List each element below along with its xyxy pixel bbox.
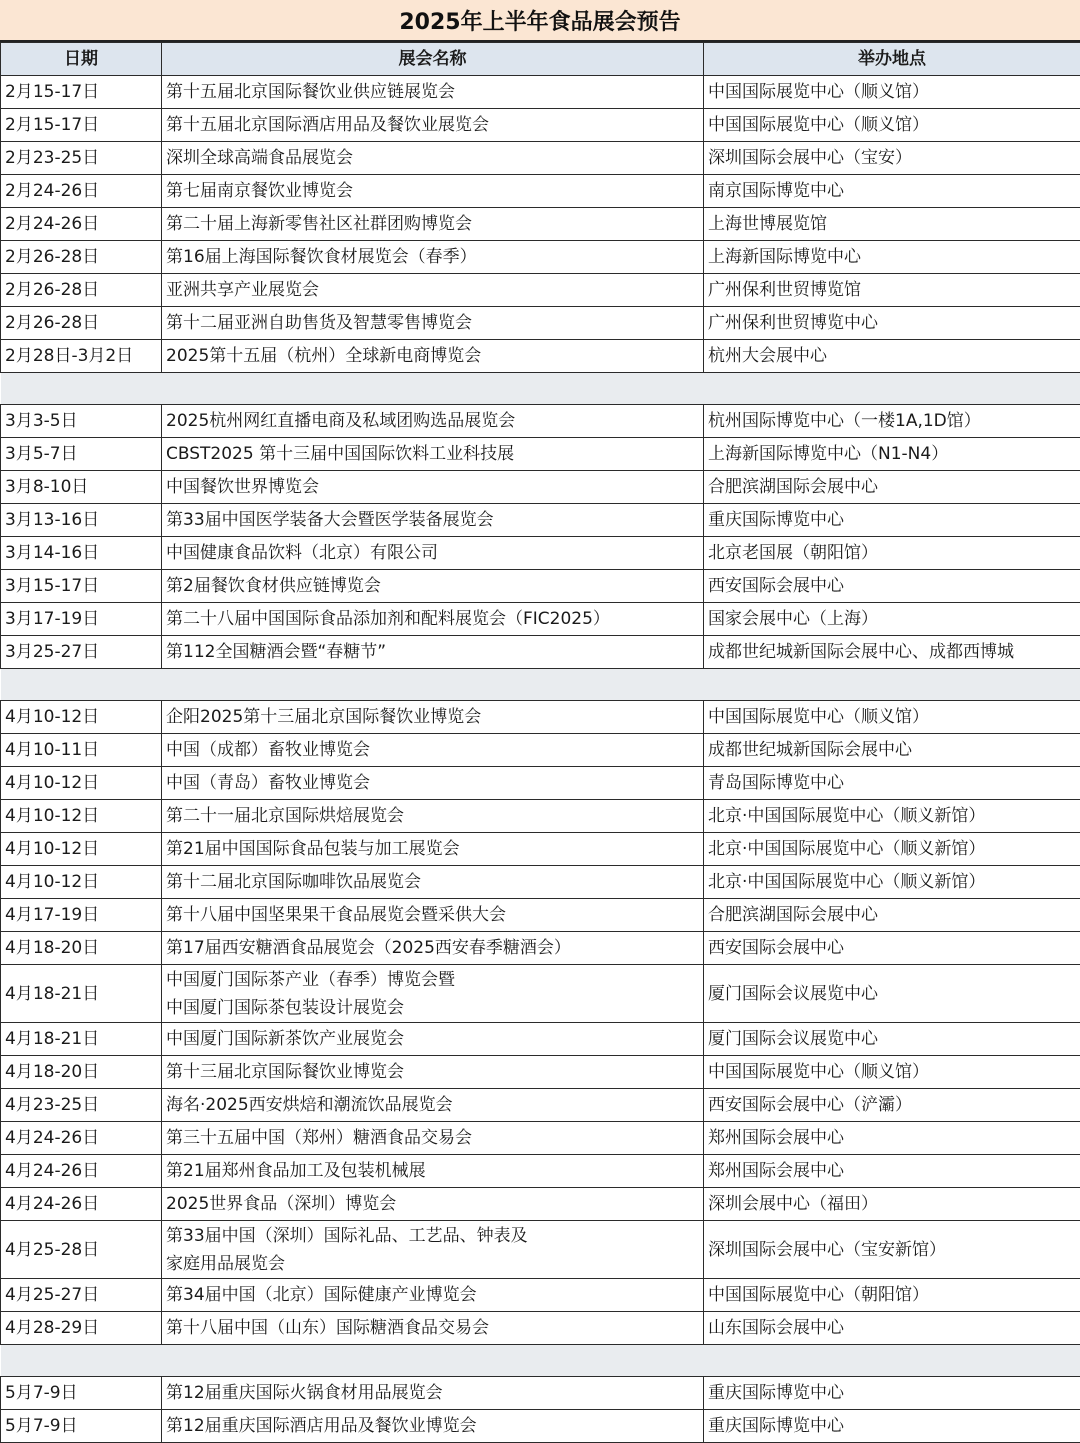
table-row bbox=[1, 866, 1080, 899]
cell-venue: 重庆国际博览中心 bbox=[704, 1377, 1080, 1410]
cell-venue: 青岛国际博览中心 bbox=[704, 767, 1080, 800]
cell-venue: 成都世纪城新国际会展中心、成都西博城 bbox=[704, 636, 1080, 669]
cell-venue: 郑州国际会展中心 bbox=[704, 1155, 1080, 1188]
header-date: 日期 bbox=[1, 43, 162, 76]
table-row bbox=[1, 274, 1080, 307]
table-row bbox=[1, 1377, 1080, 1410]
separator-cell bbox=[1, 1345, 1080, 1377]
cell-venue: 中国国际展览中心（顺义馆） bbox=[704, 109, 1080, 142]
cell-date: 4月24-26日 bbox=[1, 1122, 162, 1155]
table-body bbox=[1, 76, 1080, 1443]
cell-name: 中国健康食品饮料（北京）有限公司 bbox=[162, 537, 704, 570]
cell-venue: 上海新国际博览中心（N1-N4） bbox=[704, 438, 1080, 471]
table-row bbox=[1, 833, 1080, 866]
table-row bbox=[1, 1279, 1080, 1312]
cell-name: 第十八届中国（山东）国际糖酒食品交易会 bbox=[162, 1312, 704, 1345]
cell-name: 中国厦门国际新茶饮产业展览会 bbox=[162, 1023, 704, 1056]
cell-venue: 西安国际会展中心（浐灞） bbox=[704, 1089, 1080, 1122]
table-row bbox=[1, 1312, 1080, 1345]
cell-name: 2025世界食品（深圳）博览会 bbox=[162, 1188, 704, 1221]
cell-name: 第34届中国（北京）国际健康产业博览会 bbox=[162, 1279, 704, 1312]
cell-venue: 北京·中国国际展览中心（顺义新馆） bbox=[704, 833, 1080, 866]
cell-date: 4月18-20日 bbox=[1, 1056, 162, 1089]
table-row bbox=[1, 76, 1080, 109]
cell-date: 4月10-11日 bbox=[1, 734, 162, 767]
cell-name: 第112全国糖酒会暨“春糖节” bbox=[162, 636, 704, 669]
cell-name: 海名·2025西安烘焙和潮流饮品展览会 bbox=[162, 1089, 704, 1122]
cell-date: 4月10-12日 bbox=[1, 833, 162, 866]
cell-name: CBST2025 第十三届中国国际饮料工业科技展 bbox=[162, 438, 704, 471]
cell-date: 3月17-19日 bbox=[1, 603, 162, 636]
cell-name: 第二十届上海新零售社区社群团购博览会 bbox=[162, 208, 704, 241]
cell-date: 3月8-10日 bbox=[1, 471, 162, 504]
cell-date: 3月15-17日 bbox=[1, 570, 162, 603]
cell-venue: 深圳会展中心（福田） bbox=[704, 1188, 1080, 1221]
table-row bbox=[1, 701, 1080, 734]
table-row bbox=[1, 241, 1080, 274]
cell-date: 4月23-25日 bbox=[1, 1089, 162, 1122]
cell-venue: 广州保利世贸博览中心 bbox=[704, 307, 1080, 340]
cell-date: 2月15-17日 bbox=[1, 76, 162, 109]
cell-date: 4月28-29日 bbox=[1, 1312, 162, 1345]
cell-date: 4月25-28日 bbox=[1, 1221, 162, 1279]
cell-venue: 南京国际博览中心 bbox=[704, 175, 1080, 208]
table-row bbox=[1, 1410, 1080, 1443]
cell-name: 第十二届亚洲自助售货及智慧零售博览会 bbox=[162, 307, 704, 340]
cell-venue: 广州保利世贸博览馆 bbox=[704, 274, 1080, 307]
cell-name: 2025杭州网红直播电商及私域团购选品展览会 bbox=[162, 405, 704, 438]
cell-date: 3月14-16日 bbox=[1, 537, 162, 570]
cell-date: 4月18-21日 bbox=[1, 965, 162, 1023]
cell-venue: 重庆国际博览中心 bbox=[704, 1410, 1080, 1443]
table-row bbox=[1, 1089, 1080, 1122]
cell-name: 企阳2025第十三届北京国际餐饮业博览会 bbox=[162, 701, 704, 734]
cell-date: 2月15-17日 bbox=[1, 109, 162, 142]
cell-name: 中国（成都）畜牧业博览会 bbox=[162, 734, 704, 767]
table-row bbox=[1, 438, 1080, 471]
table-row bbox=[1, 307, 1080, 340]
cell-venue: 西安国际会展中心 bbox=[704, 932, 1080, 965]
cell-date: 4月24-26日 bbox=[1, 1188, 162, 1221]
cell-date: 4月10-12日 bbox=[1, 767, 162, 800]
cell-name: 深圳全球高端食品展览会 bbox=[162, 142, 704, 175]
cell-name: 第十五届北京国际酒店用品及餐饮业展览会 bbox=[162, 109, 704, 142]
table-row bbox=[1, 1188, 1080, 1221]
cell-name: 第17届西安糖酒食品展览会（2025西安春季糖酒会） bbox=[162, 932, 704, 965]
cell-date: 3月3-5日 bbox=[1, 405, 162, 438]
table-row bbox=[1, 504, 1080, 537]
cell-date: 5月7-9日 bbox=[1, 1377, 162, 1410]
table-row bbox=[1, 603, 1080, 636]
cell-venue: 厦门国际会议展览中心 bbox=[704, 965, 1080, 1023]
cell-venue: 北京·中国国际展览中心（顺义新馆） bbox=[704, 866, 1080, 899]
cell-name: 亚洲共享产业展览会 bbox=[162, 274, 704, 307]
cell-venue: 北京·中国国际展览中心（顺义新馆） bbox=[704, 800, 1080, 833]
table-row bbox=[1, 109, 1080, 142]
table-row bbox=[1, 965, 1080, 1023]
cell-date: 4月10-12日 bbox=[1, 701, 162, 734]
separator-cell bbox=[1, 669, 1080, 701]
table-row bbox=[1, 570, 1080, 603]
cell-name: 第三十五届中国（郑州）糖酒食品交易会 bbox=[162, 1122, 704, 1155]
table-row bbox=[1, 932, 1080, 965]
cell-venue: 深圳国际会展中心（宝安新馆） bbox=[704, 1221, 1080, 1279]
table-row bbox=[1, 1056, 1080, 1089]
cell-name: 第33届中国医学装备大会暨医学装备展览会 bbox=[162, 504, 704, 537]
cell-name bbox=[162, 965, 704, 1023]
cell-name-line: 中国厦门国际茶产业（春季）博览会暨 bbox=[166, 966, 699, 994]
cell-name: 第二十八届中国国际食品添加剂和配料展览会（FIC2025） bbox=[162, 603, 704, 636]
cell-name: 第2届餐饮食材供应链博览会 bbox=[162, 570, 704, 603]
cell-date: 5月7-9日 bbox=[1, 1410, 162, 1443]
table-row bbox=[1, 175, 1080, 208]
cell-name: 第十二届北京国际咖啡饮品展览会 bbox=[162, 866, 704, 899]
cell-date: 4月25-27日 bbox=[1, 1279, 162, 1312]
cell-name: 第21届郑州食品加工及包装机械展 bbox=[162, 1155, 704, 1188]
cell-date: 2月26-28日 bbox=[1, 274, 162, 307]
cell-name: 中国（青岛）畜牧业博览会 bbox=[162, 767, 704, 800]
cell-venue: 郑州国际会展中心 bbox=[704, 1122, 1080, 1155]
header-row bbox=[1, 43, 1080, 76]
cell-name: 第十三届北京国际餐饮业博览会 bbox=[162, 1056, 704, 1089]
table-row bbox=[1, 800, 1080, 833]
cell-name: 第12届重庆国际酒店用品及餐饮业博览会 bbox=[162, 1410, 704, 1443]
cell-name: 第十五届北京国际餐饮业供应链展览会 bbox=[162, 76, 704, 109]
cell-venue: 合肥滨湖国际会展中心 bbox=[704, 471, 1080, 504]
cell-date: 3月25-27日 bbox=[1, 636, 162, 669]
table-row bbox=[1, 1023, 1080, 1056]
cell-venue: 国家会展中心（上海） bbox=[704, 603, 1080, 636]
cell-date: 4月10-12日 bbox=[1, 800, 162, 833]
table-row bbox=[1, 405, 1080, 438]
cell-name: 中国餐饮世界博览会 bbox=[162, 471, 704, 504]
table-row bbox=[1, 471, 1080, 504]
table-row bbox=[1, 537, 1080, 570]
cell-date: 4月18-21日 bbox=[1, 1023, 162, 1056]
cell-date: 3月5-7日 bbox=[1, 438, 162, 471]
table-row bbox=[1, 208, 1080, 241]
separator-row bbox=[1, 1345, 1080, 1377]
table-row bbox=[1, 636, 1080, 669]
cell-venue: 中国国际展览中心（朝阳馆） bbox=[704, 1279, 1080, 1312]
cell-date: 3月13-16日 bbox=[1, 504, 162, 537]
cell-venue: 中国国际展览中心（顺义馆） bbox=[704, 1056, 1080, 1089]
cell-venue: 山东国际会展中心 bbox=[704, 1312, 1080, 1345]
cell-name-line: 中国厦门国际茶包装设计展览会 bbox=[166, 994, 699, 1022]
cell-name-line: 第33届中国（深圳）国际礼品、工艺品、钟表及 bbox=[166, 1222, 699, 1250]
cell-date: 4月17-19日 bbox=[1, 899, 162, 932]
table-row bbox=[1, 1221, 1080, 1279]
cell-date: 2月26-28日 bbox=[1, 307, 162, 340]
cell-venue: 中国国际展览中心（顺义馆） bbox=[704, 701, 1080, 734]
cell-name bbox=[162, 1221, 704, 1279]
exhibition-table bbox=[0, 42, 1080, 1443]
table-row bbox=[1, 734, 1080, 767]
cell-venue: 深圳国际会展中心（宝安） bbox=[704, 142, 1080, 175]
cell-name: 2025第十五届（杭州）全球新电商博览会 bbox=[162, 340, 704, 373]
cell-name: 第21届中国国际食品包装与加工展览会 bbox=[162, 833, 704, 866]
cell-date: 4月18-20日 bbox=[1, 932, 162, 965]
header-venue: 举办地点 bbox=[704, 43, 1080, 76]
header-name: 展会名称 bbox=[162, 43, 704, 76]
cell-name-line: 家庭用品展览会 bbox=[166, 1250, 699, 1278]
cell-date: 4月10-12日 bbox=[1, 866, 162, 899]
page-title: 2025年上半年食品展会预告 bbox=[0, 0, 1080, 42]
separator-row bbox=[1, 373, 1080, 405]
table-row bbox=[1, 142, 1080, 175]
table-row bbox=[1, 340, 1080, 373]
table-row bbox=[1, 1155, 1080, 1188]
table-row bbox=[1, 1122, 1080, 1155]
cell-name: 第16届上海国际餐饮食材展览会（春季） bbox=[162, 241, 704, 274]
cell-venue: 成都世纪城新国际会展中心 bbox=[704, 734, 1080, 767]
cell-venue: 北京老国展（朝阳馆） bbox=[704, 537, 1080, 570]
cell-name: 第十八届中国坚果果干食品展览会暨采供大会 bbox=[162, 899, 704, 932]
cell-venue: 杭州国际博览中心（一楼1A,1D馆） bbox=[704, 405, 1080, 438]
cell-date: 2月23-25日 bbox=[1, 142, 162, 175]
cell-date: 2月24-26日 bbox=[1, 175, 162, 208]
cell-name: 第二十一届北京国际烘焙展览会 bbox=[162, 800, 704, 833]
separator-cell bbox=[1, 373, 1080, 405]
cell-date: 2月28日-3月2日 bbox=[1, 340, 162, 373]
cell-name: 第12届重庆国际火锅食材用品展览会 bbox=[162, 1377, 704, 1410]
cell-venue: 杭州大会展中心 bbox=[704, 340, 1080, 373]
cell-venue: 中国国际展览中心（顺义馆） bbox=[704, 76, 1080, 109]
table-row bbox=[1, 899, 1080, 932]
cell-date: 4月24-26日 bbox=[1, 1155, 162, 1188]
cell-venue: 合肥滨湖国际会展中心 bbox=[704, 899, 1080, 932]
cell-venue: 上海新国际博览中心 bbox=[704, 241, 1080, 274]
cell-venue: 厦门国际会议展览中心 bbox=[704, 1023, 1080, 1056]
cell-date: 2月26-28日 bbox=[1, 241, 162, 274]
cell-name: 第七届南京餐饮业博览会 bbox=[162, 175, 704, 208]
cell-venue: 重庆国际博览中心 bbox=[704, 504, 1080, 537]
cell-venue: 西安国际会展中心 bbox=[704, 570, 1080, 603]
cell-venue: 上海世博展览馆 bbox=[704, 208, 1080, 241]
cell-date: 2月24-26日 bbox=[1, 208, 162, 241]
separator-row bbox=[1, 669, 1080, 701]
table-row bbox=[1, 767, 1080, 800]
